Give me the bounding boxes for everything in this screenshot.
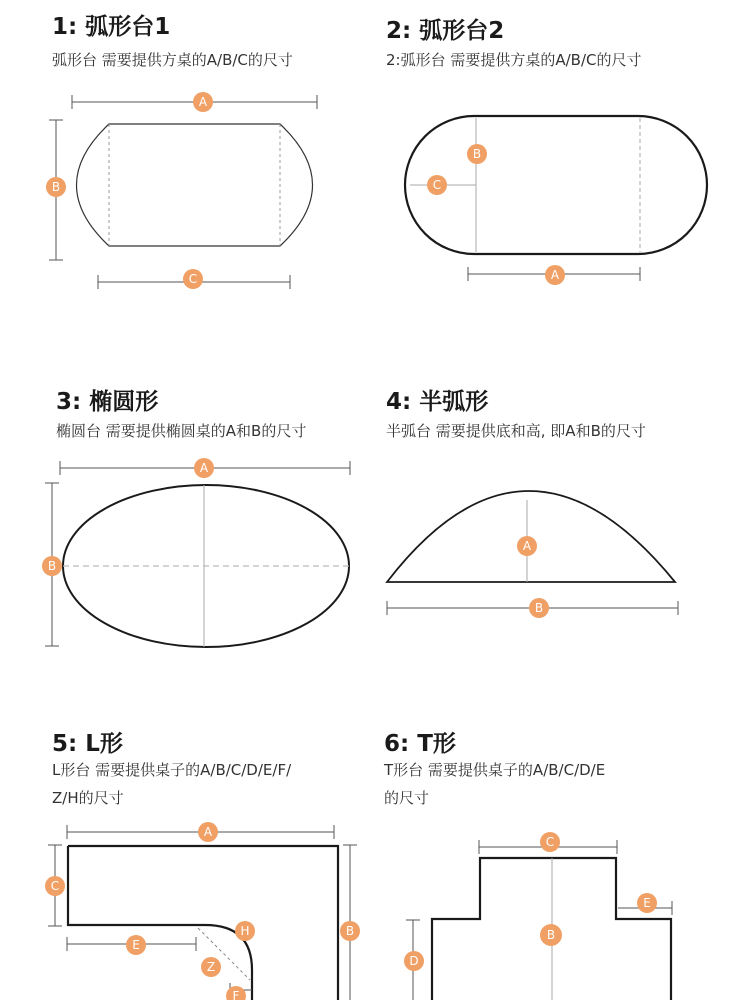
badge-d2-b [467,144,487,164]
svg-text:B: B [47,559,57,573]
section-4-title: 4: 半弧形 [386,389,489,415]
svg-text:A: A [522,539,532,553]
badge-d5-c [45,876,65,896]
badge-d5-z [201,957,221,977]
svg-text:C: C [50,879,60,893]
svg-text:E: E [132,938,140,952]
badge-d6-e [637,893,657,913]
section-5-desc-line1: L形台 需要提供桌子的A/B/C/D/E/F/ [52,761,292,779]
badge-d6-c [540,832,560,852]
svg-text:A: A [199,461,209,475]
badge-d6-d [404,951,424,971]
diagram-3 [42,458,350,647]
section-5-title: 5: L形 [52,731,123,757]
badge-d4-b [529,598,549,618]
badge-d5-e [126,935,146,955]
diagram-4 [387,491,678,618]
badge-d5-h [235,921,255,941]
badge-d5-a [198,822,218,842]
section-2-title: 2: 弧形台2 [386,18,505,44]
section-6-desc-line1: T形台 需要提供桌子的A/B/C/D/E [384,761,606,779]
badge-d1-a [193,92,213,112]
svg-text:Z: Z [206,960,216,974]
badge-d6-b [540,924,562,946]
svg-text:A: A [550,268,560,282]
section-6-title: 6: T形 [384,731,456,757]
section-1-desc: 弧形台 需要提供方桌的A/B/C的尺寸 [52,51,293,69]
svg-text:E: E [643,896,651,910]
badge-d2-c [427,175,447,195]
badge-d4-a [517,536,537,556]
svg-text:H: H [240,924,250,938]
diagram-5 [45,822,360,1000]
svg-text:C: C [432,178,442,192]
badge-d2-a [545,265,565,285]
svg-text:B: B [345,924,355,938]
badge-d5-b [340,921,360,941]
svg-text:B: B [546,928,556,942]
svg-text:C: C [545,835,555,849]
badge-d3-b [42,556,62,576]
diagram-6 [404,832,672,1000]
svg-text:C: C [188,272,198,286]
svg-text:D: D [409,954,419,968]
section-1-title: 1: 弧形台1 [52,14,171,40]
section-3-title: 3: 椭圆形 [56,389,159,415]
svg-text:A: A [198,95,208,109]
section-6-desc-line2: 的尺寸 [384,789,430,807]
section-4-desc: 半弧台 需要提供底和高, 即A和B的尺寸 [386,422,646,440]
svg-text:B: B [51,180,61,194]
section-2-desc: 2:弧形台 需要提供方桌的A/B/C的尺寸 [386,51,642,69]
badge-d1-c [183,269,203,289]
badge-d5-f [226,986,246,1000]
diagram-1 [46,92,317,289]
svg-text:F: F [232,989,240,1000]
svg-text:B: B [472,147,482,161]
badge-d3-a [194,458,214,478]
svg-text:B: B [534,601,544,615]
section-3-desc: 椭圆台 需要提供椭圆桌的A和B的尺寸 [56,422,307,440]
badge-d1-b [46,177,66,197]
diagram-2 [405,116,707,285]
svg-text:A: A [203,825,213,839]
section-5-desc-line2: Z/H的尺寸 [52,789,124,807]
